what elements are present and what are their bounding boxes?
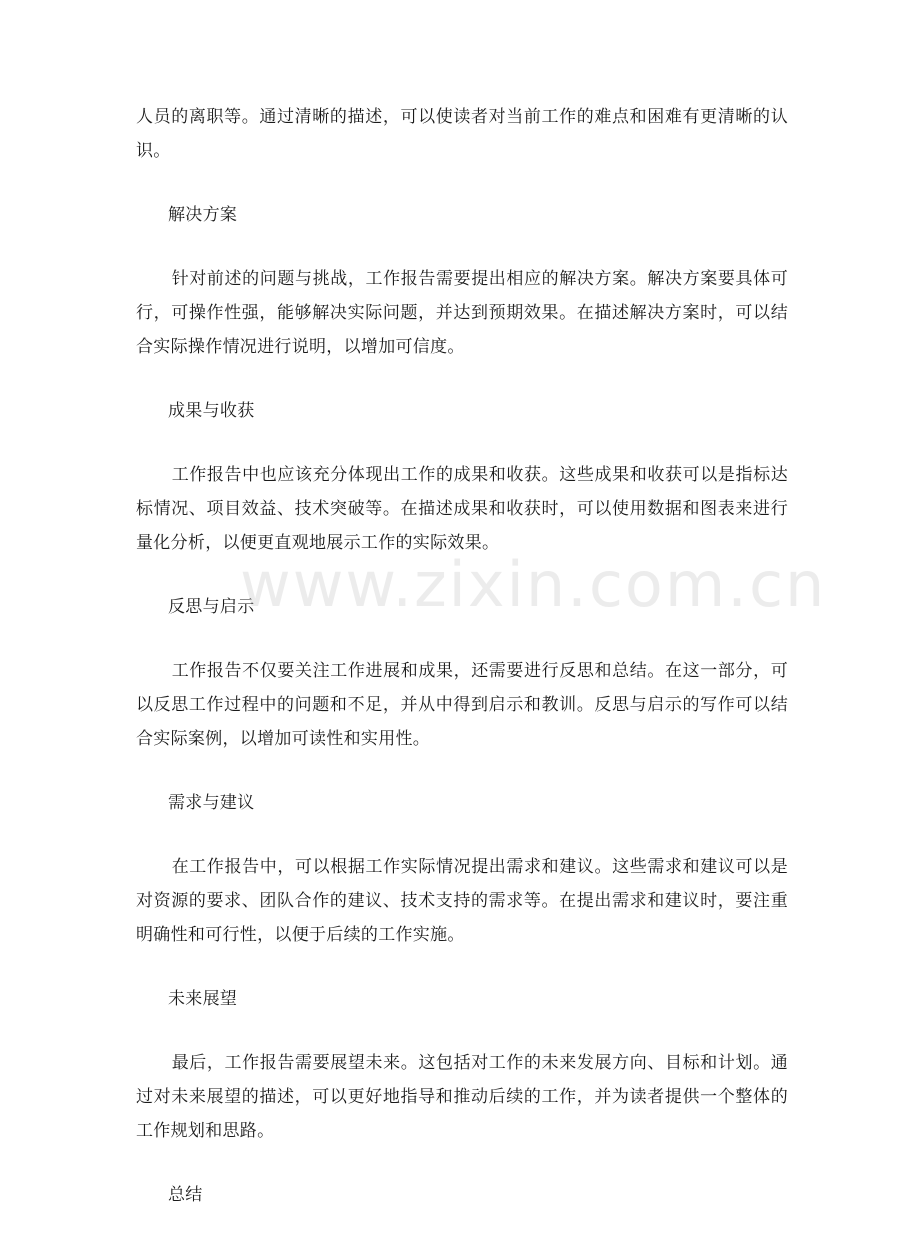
section-heading-summary: 总结	[168, 1185, 203, 1205]
section-heading-solutions: 解决方案	[168, 205, 238, 225]
section-heading-reflection: 反思与启示	[168, 597, 255, 617]
paragraph-needs: 在工作报告中，可以根据工作实际情况提出需求和建议。这些需求和建议可以是对资源的要求、团队合作的建议、技术支持的需求等。在提出需求和建议时，要注重明确性和可行性，以便于后续的工作实施。	[136, 857, 788, 945]
document-body	[136, 100, 788, 1242]
paragraph-reflection: 工作报告不仅要关注工作进展和成果，还需要进行反思和总结。在这一部分，可以反思工作过程中的问题和不足，并从中得到启示和教训。反思与启示的写作可以结合实际案例，以增加可读性和实用性。	[136, 661, 788, 749]
section-heading-outlook: 未来展望	[168, 989, 238, 1009]
paragraph-intro-continuation: 人员的离职等。通过清晰的描述，可以使读者对当前工作的难点和困难有更清晰的认识。	[136, 107, 788, 161]
paragraph-outlook: 最后，工作报告需要展望未来。这包括对工作的未来发展方向、目标和计划。通过对未来展望的描述，可以更好地指导和推动后续的工作，并为读者提供一个整体的工作规划和思路。	[136, 1053, 788, 1141]
paragraph-results: 工作报告中也应该充分体现出工作的成果和收获。这些成果和收获可以是指标达标情况、项目效益、技术突破等。在描述成果和收获时，可以使用数据和图表来进行量化分析，以便更直观地展示工作的实际效果。	[136, 465, 788, 553]
paragraph-solutions: 针对前述的问题与挑战，工作报告需要提出相应的解决方案。解决方案要具体可行，可操作性强，能够解决实际问题，并达到预期效果。在描述解决方案时，可以结合实际操作情况进行说明，以增加可信度。	[136, 269, 788, 357]
section-heading-results: 成果与收获	[168, 401, 255, 421]
watermark: www.zixin.com.cn	[240, 548, 827, 621]
section-heading-needs: 需求与建议	[168, 793, 255, 813]
